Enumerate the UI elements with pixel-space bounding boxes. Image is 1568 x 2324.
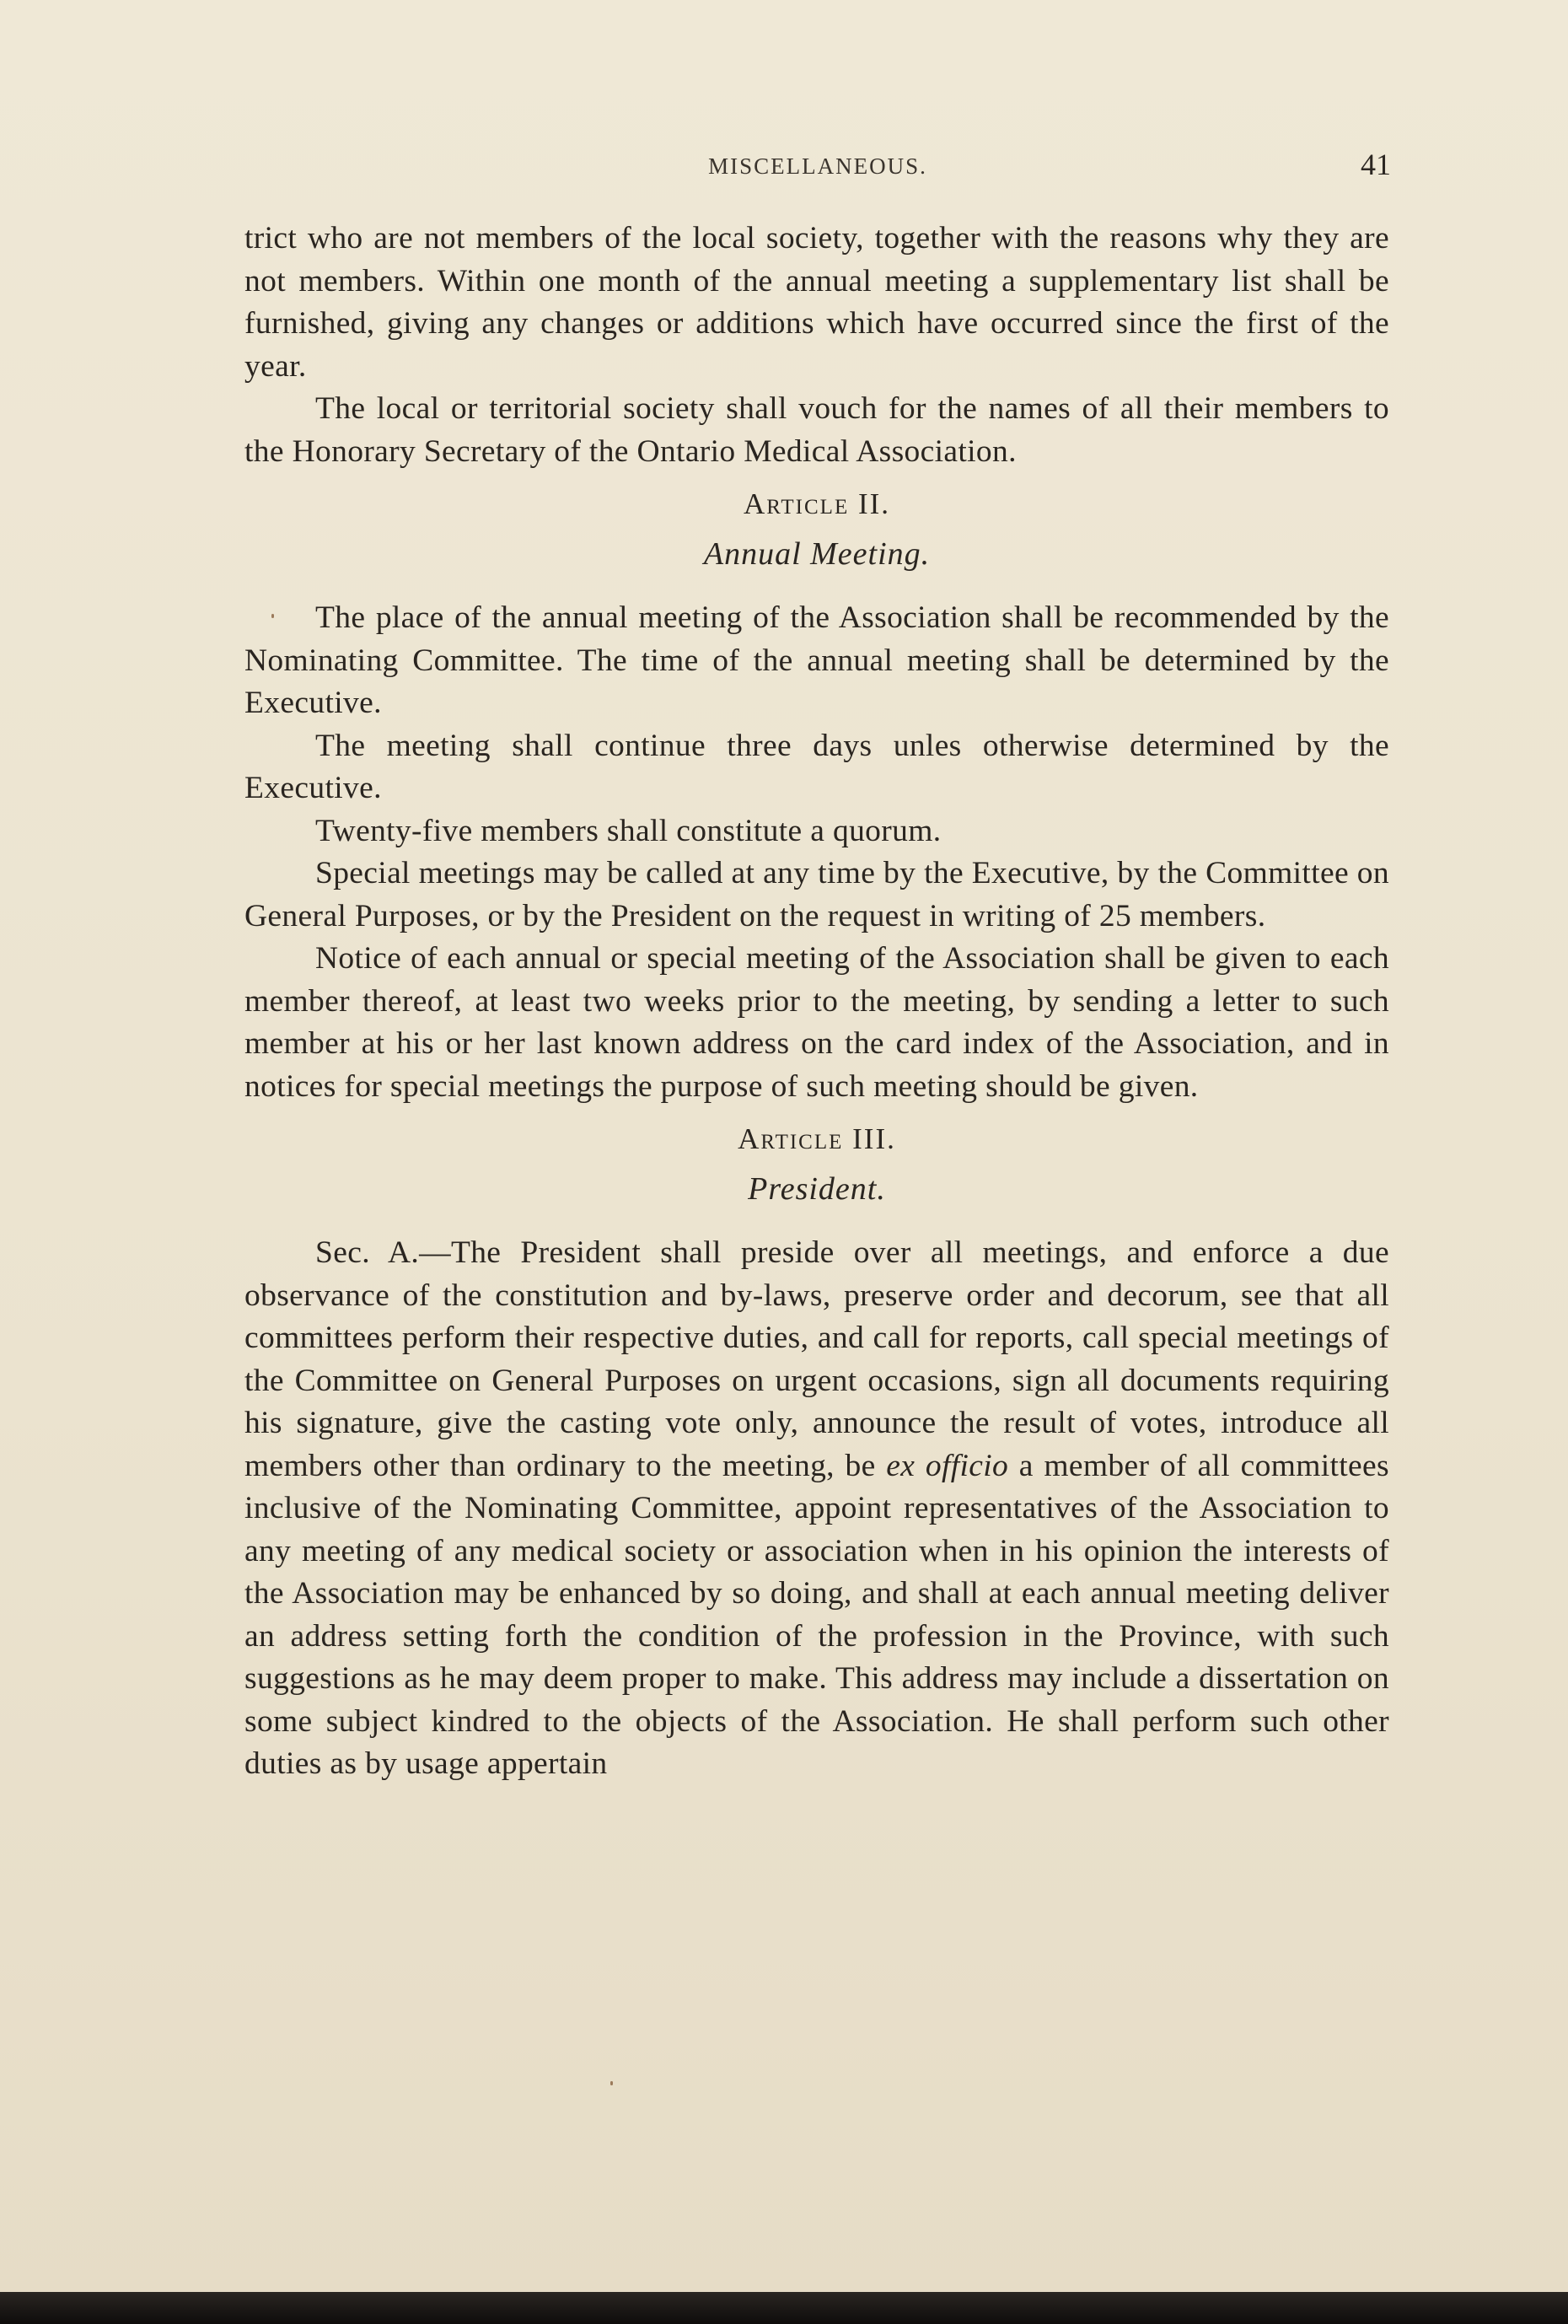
paragraph-special-meetings: Special meetings may be called at any time by the Executive, by the Committee on General Purposes, or by the President on the request in writing of 25 members. [244, 856, 1389, 933]
paragraph-meeting-duration: The meeting shall continue three days unles otherwise determined by the Executive. [244, 728, 1389, 805]
article-2-title: Annual Meeting. [703, 535, 931, 572]
article-2-heading: Article II. [743, 487, 891, 520]
paper-speck [610, 2081, 613, 2085]
paper-speck [271, 614, 274, 618]
page-number: 41 [1361, 148, 1391, 181]
paragraph-notice: Notice of each annual or special meeting of the Association shall be given to each member thereof, at least two weeks prior to the meeting, by sending a letter to such member at his or her last known address on the card index of the Association, and in notices for special meetings the purpose of such meeting should be given. [244, 941, 1389, 1104]
paragraph-vouch: The local or territorial society shall vouch for the names of all their members to the Honorary Secretary of the Ontario Medical Association. [244, 391, 1389, 469]
running-head: MISCELLANEOUS. [708, 153, 927, 179]
page-body [244, 218, 1389, 1786]
paragraph-quorum: Twenty-five members shall constitute a quorum. [315, 813, 942, 848]
paragraph-continued: trict who are not members of the local society, together with the reasons why they are not members. Within one month of the annual meeting a supplementary list shall be furnished, giving any changes or additions which have occurred since the first of the year. [244, 221, 1389, 384]
article-3-heading: Article III. [738, 1122, 896, 1155]
page-bottom-edge [0, 2292, 1568, 2324]
paragraph-president-duties [244, 1232, 1389, 1786]
page-header [244, 150, 1391, 201]
president-duties-text-1: Sec. A.—The President shall preside over all meetings, and enforce a due observance of the constitution and by-laws, preserve order and decorum, see that all committees perform their respective duties, and call for reports, call special meetings of the Committee on General Purposes on urgent occasions, sign all documents requiring his signature, give the casting vote only, announce the result of votes, introduce all members other than ordinary to the meeting, be [244, 1235, 1389, 1483]
president-duties-text-2: a member of all committees inclusive of the Nominating Committee, appoint representatives of the Association to any meeting of any medical society or association when in his opinion the interests of the Association may be enhanced by so doing, and shall at each annual meeting deliver an address setting forth the condition of the profession in the Province, with such suggestions as he may deem proper to make. This address may include a dissertation on some subject kindred to the objects of the Association. He shall perform such other duties as by usage appertain [244, 1448, 1389, 1781]
article-3-title: President. [748, 1170, 886, 1207]
paragraph-meeting-place: The place of the annual meeting of the Association shall be recommended by the Nominating Committee. The time of the annual meeting shall be determined by the Executive. [244, 600, 1389, 720]
ex-officio-phrase: ex officio [886, 1448, 1009, 1483]
